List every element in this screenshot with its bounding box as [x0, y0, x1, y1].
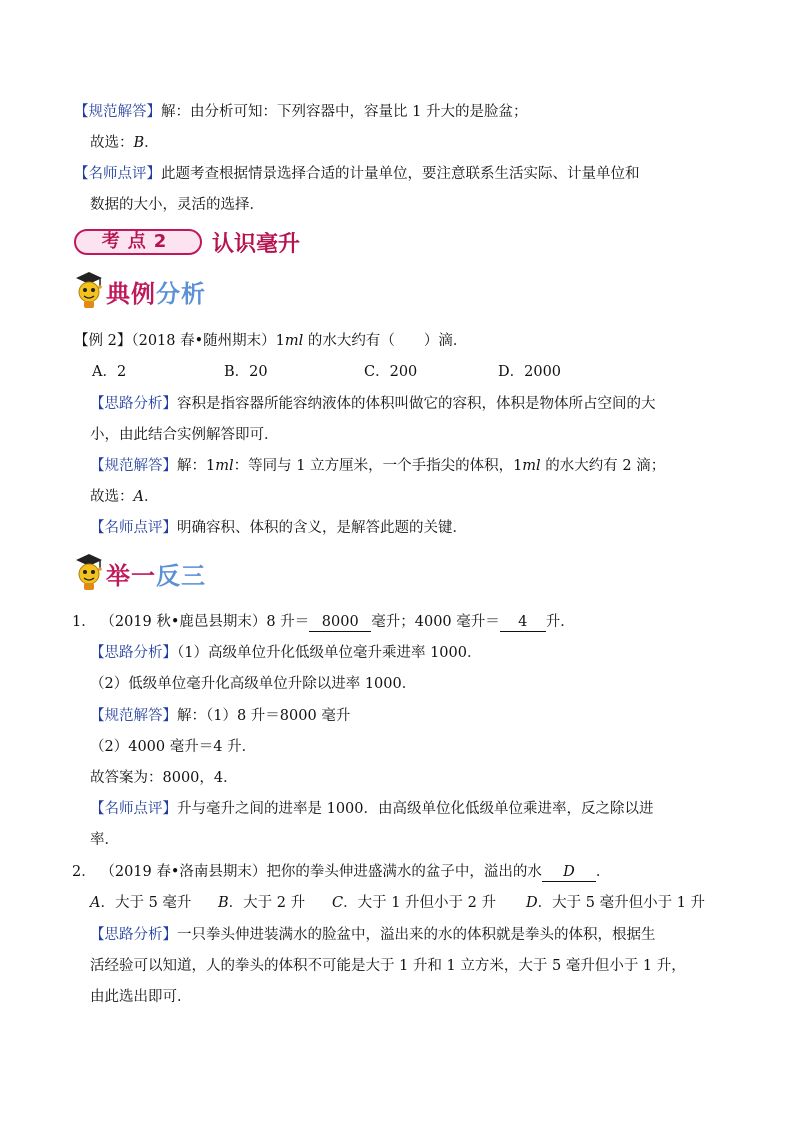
- analysis-line-3: 由此选出即可．: [90, 989, 192, 1005]
- option-d: D．2000: [498, 364, 562, 380]
- comment-line: 【名师点评】此题考查根据情景选择合适的计量单位，要注意联系生活实际、计量单位和: [74, 166, 640, 182]
- analysis-line: 【思路分析】一只拳头伸进装满水的脸盆中，溢出来的水的体积就是拳头的体积，根据生: [90, 927, 656, 943]
- analysis-line: 【思路分析】容积是指容器所能容纳液体的体积叫做它的容积，体积是物体所占空间的大: [90, 396, 656, 412]
- mascot-icon: [72, 270, 106, 310]
- section-title-light: 分析: [156, 280, 206, 308]
- option-c: C．大于 1 升但小于 2 升: [332, 895, 496, 911]
- analysis-line-2: （2）低级单位毫升化高级单位升除以进率 1000．: [90, 676, 417, 692]
- analysis-line-2: 小，由此结合实例解答即可．: [90, 427, 279, 443]
- answer-line: 【规范解答】解：1ml：等同与 1 立方厘米，一个手指尖的体积，1ml 的水大约有 2 滴；: [90, 458, 666, 474]
- section-title-light: 反三: [156, 562, 206, 590]
- comment-line-2: 率．: [90, 832, 119, 848]
- kaodian-pill: 考点2: [74, 229, 202, 255]
- option-a: A．大于 5 毫升: [90, 895, 192, 911]
- q2-line: 2． （2019 春•洛南县期末）把你的拳头伸进盛满水的盆子中，溢出的水 D ．: [72, 864, 611, 880]
- section-title-strong: 典例: [106, 280, 156, 308]
- answer-tag: 【规范解答】: [74, 104, 161, 120]
- option-c: C．200: [364, 364, 418, 380]
- option-b: B．大于 2 升: [218, 895, 306, 911]
- analysis-line: 【思路分析】（1）高级单位升化低级单位毫升乘进率 1000．: [90, 645, 482, 661]
- comment-line-2: 数据的大小，灵活的选择．: [90, 197, 264, 213]
- comment-line: 【名师点评】升与毫升之间的进率是 1000．由高级单位化低级单位乘进率，反之除以进: [90, 801, 654, 817]
- comment-line: 【名师点评】明确容积、体积的含义，是解答此题的关键．: [90, 520, 467, 536]
- q1-blank-1: 8000: [309, 614, 371, 632]
- q2-blank: D: [542, 864, 596, 882]
- answer-line: [74, 102, 527, 122]
- comment-tag: 【名师点评】: [74, 166, 161, 182]
- kaodian-title: 认识毫升: [212, 232, 301, 257]
- final-answer: 故答案为：8000，4．: [90, 770, 238, 786]
- choice-line: 故选：A．: [90, 489, 159, 505]
- q1-line: 1． （2019 秋•鹿邑县期末）8 升＝ 8000 毫升；4000 毫升＝ 4 升．: [72, 614, 575, 630]
- option-b: B．20: [224, 364, 268, 380]
- option-a: A．2: [92, 364, 127, 380]
- section-practice-header: [72, 552, 272, 596]
- q1-blank-2: 4: [500, 614, 546, 632]
- analysis-line-2: 活经验可以知道，人的拳头的体积不可能是大于 1 升和 1 立方米，大于 5 毫升但小于 1 升，: [90, 958, 686, 974]
- answer-line-2: （2）4000 毫升＝4 升．: [90, 739, 257, 755]
- answer-line: 【规范解答】解：（1）8 升＝8000 毫升: [90, 708, 351, 724]
- example-question: 【例 2】（2018 春•随州期末）1ml 的水大约有（ ）滴．: [74, 333, 468, 349]
- mascot-icon: [72, 552, 106, 592]
- answer-text: 解：由分析可知：下列容器中，容量比 1 升大的是脸盆；: [161, 104, 528, 120]
- choice-line: 故选：B．: [90, 135, 159, 151]
- section-title-strong: 举一: [106, 562, 156, 590]
- option-d: D．大于 5 毫升但小于 1 升: [526, 895, 706, 911]
- section-typical-header: [72, 270, 272, 314]
